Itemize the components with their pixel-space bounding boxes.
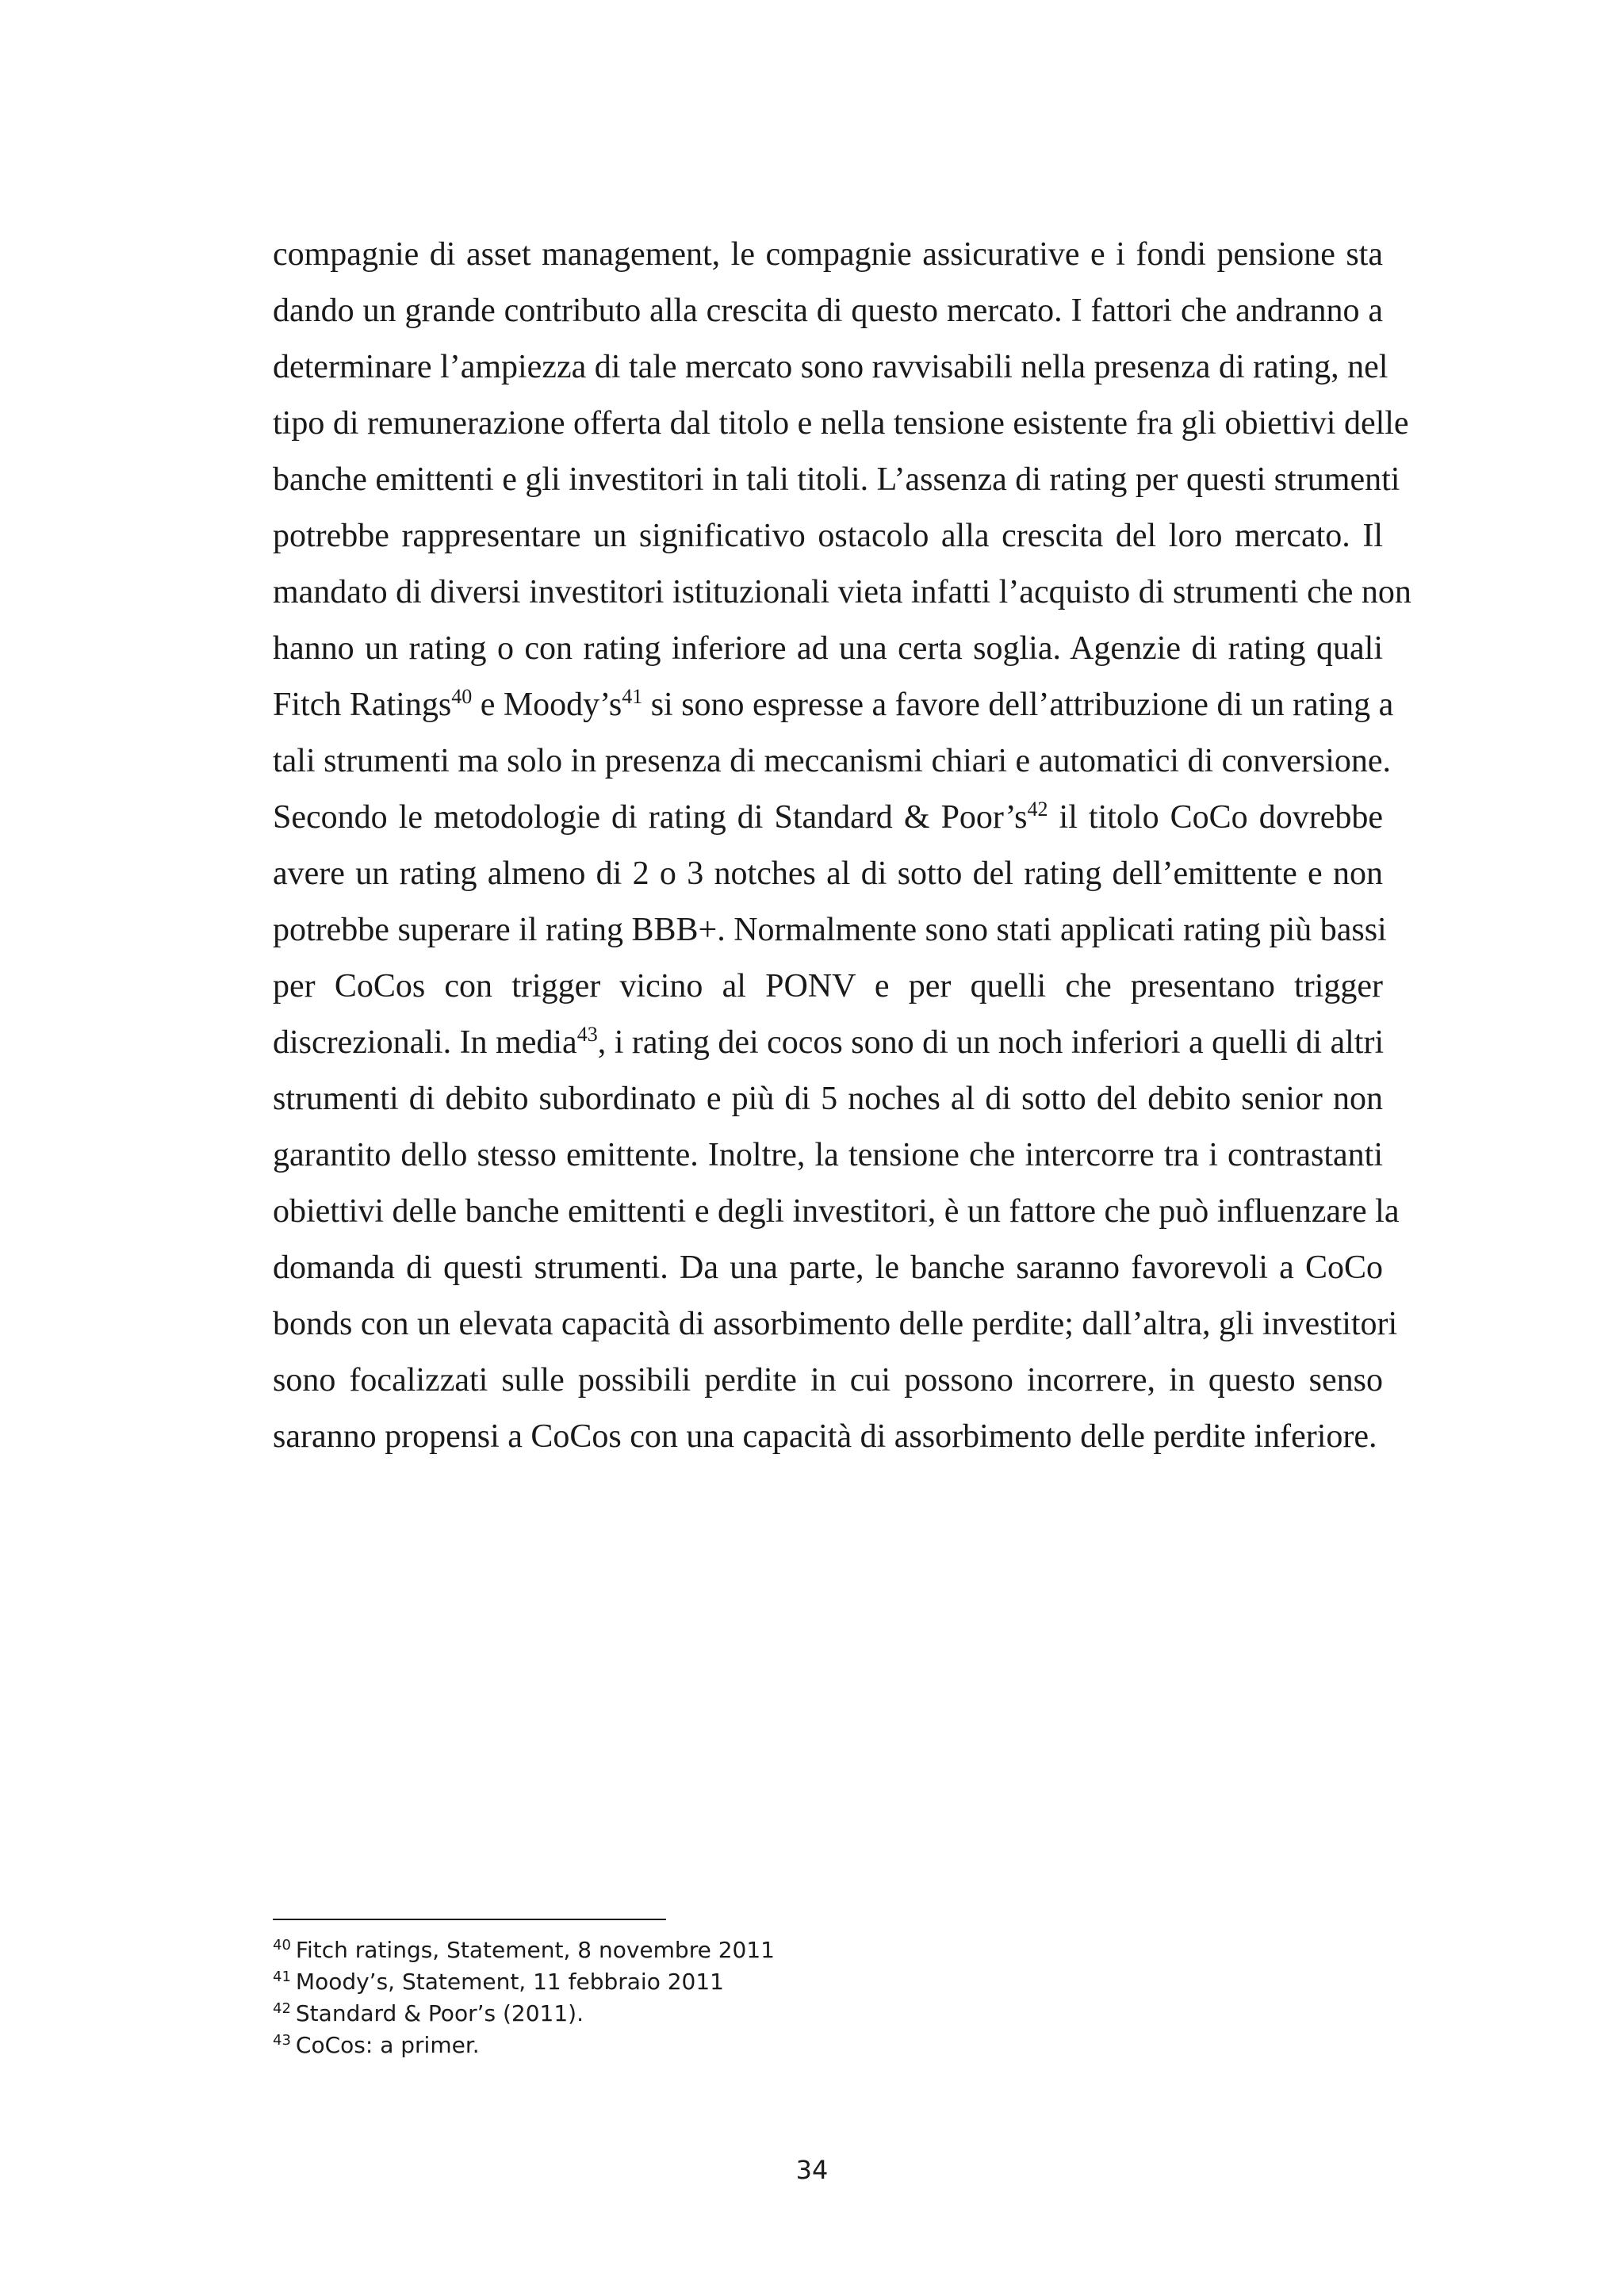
footnotes	[273, 1934, 1383, 2061]
text-line: per CoCos con trigger vicino al PONV e per quelli che presentano trigger	[273, 968, 1383, 1004]
text-fragment: si sono espresse a favore dell’attribuzione di un rating a	[642, 687, 1394, 723]
text-fragment: il titolo CoCo dovrebbe	[1048, 799, 1383, 836]
footnote-ref-40[interactable]: 40	[451, 685, 473, 708]
page-number: 34	[795, 2155, 829, 2185]
text-fragment: e Moody’s	[472, 687, 622, 723]
text-line: tipo di remunerazione offerta dal titolo e nella tensione esistente fra gli obiettivi delle	[273, 405, 1409, 442]
footnote-42	[273, 1998, 1383, 2030]
text-line: strumenti di debito subordinato e più di 5 noches al di sotto del debito senior non	[273, 1081, 1383, 1117]
text-line: compagnie di asset management, le compagnie assicurative e i fondi pensione sta	[273, 236, 1383, 273]
text-line: garantito dello stesso emittente. Inoltre, la tensione che intercorre tra i contrastanti	[273, 1137, 1383, 1173]
text-line	[273, 790, 1383, 846]
footnote-41	[273, 1966, 1383, 1998]
footnote-ref-43[interactable]: 43	[576, 1023, 598, 1046]
footnote-text: Fitch ratings, Statement, 8 novembre 2011	[295, 1937, 775, 1963]
footnote-number: 40	[273, 1937, 291, 1954]
footnote-number: 41	[273, 1969, 291, 1985]
footnote-43	[273, 2030, 1383, 2061]
text-fragment: , i rating dei cocos sono di un noch inferiori a quelli di altri	[597, 1024, 1385, 1061]
footnote-text: CoCos: a primer.	[295, 2032, 480, 2058]
text-line: bonds con un elevata capacità di assorbimento delle perdite; dall’altra, gli investitori	[273, 1306, 1398, 1342]
footnote-text: Moody’s, Statement, 11 febbraio 2011	[295, 1969, 724, 1995]
footnote-separator	[273, 1919, 666, 1920]
text-line: avere un rating almeno di 2 o 3 notches al di sotto del rating dell’emittente e non	[273, 855, 1383, 892]
text-line: potrebbe rappresentare un significativo ostacolo alla crescita del loro mercato. Il	[273, 518, 1383, 554]
text-line: hanno un rating o con rating inferiore ad una certa soglia. Agenzie di rating quali	[273, 630, 1383, 667]
text-line: dando un grande contributo alla crescita di questo mercato. I fattori che andranno a	[273, 293, 1383, 329]
text-fragment: discrezionali. In media	[273, 1024, 577, 1061]
footnote-40	[273, 1934, 1383, 1966]
text-line	[273, 677, 1394, 733]
text-line: saranno propensi a CoCos con una capacità di assorbimento delle perdite inferiore.	[273, 1418, 1377, 1455]
footnote-number: 43	[273, 2032, 291, 2049]
footnote-text: Standard & Poor’s (2011).	[295, 2000, 584, 2026]
text-line: determinare l’ampiezza di tale mercato sono ravvisabili nella presenza di rating, nel	[273, 349, 1388, 385]
text-line: domanda di questi strumenti. Da una parte, le banche saranno favorevoli a CoCo	[273, 1249, 1383, 1286]
text-fragment: Secondo le metodologie di rating di Standard & Poor’s	[273, 799, 1028, 836]
footnote-ref-42[interactable]: 42	[1027, 798, 1048, 821]
text-line: banche emittenti e gli investitori in tali titoli. L’assenza di rating per questi strumenti	[273, 461, 1400, 498]
text-line: sono focalizzati sulle possibili perdite in cui possono incorrere, in questo senso	[273, 1362, 1383, 1399]
text-line	[273, 1015, 1383, 1071]
footnote-number: 42	[273, 2000, 291, 2017]
text-line: potrebbe superare il rating BBB+. Normalmente sono stati applicati rating più bassi	[273, 912, 1387, 948]
text-line: tali strumenti ma solo in presenza di meccanismi chiari e automatici di conversione.	[273, 743, 1392, 779]
text-line: mandato di diversi investitori istituzionali vieta infatti l’acquisto di strumenti che non	[273, 574, 1411, 610]
body-paragraph	[273, 227, 1411, 1465]
text-fragment: Fitch Ratings	[273, 687, 452, 723]
text-line: obiettivi delle banche emittenti e degli investitori, è un fattore che può influenzare la	[273, 1193, 1400, 1230]
footnote-ref-41[interactable]: 41	[622, 685, 643, 708]
